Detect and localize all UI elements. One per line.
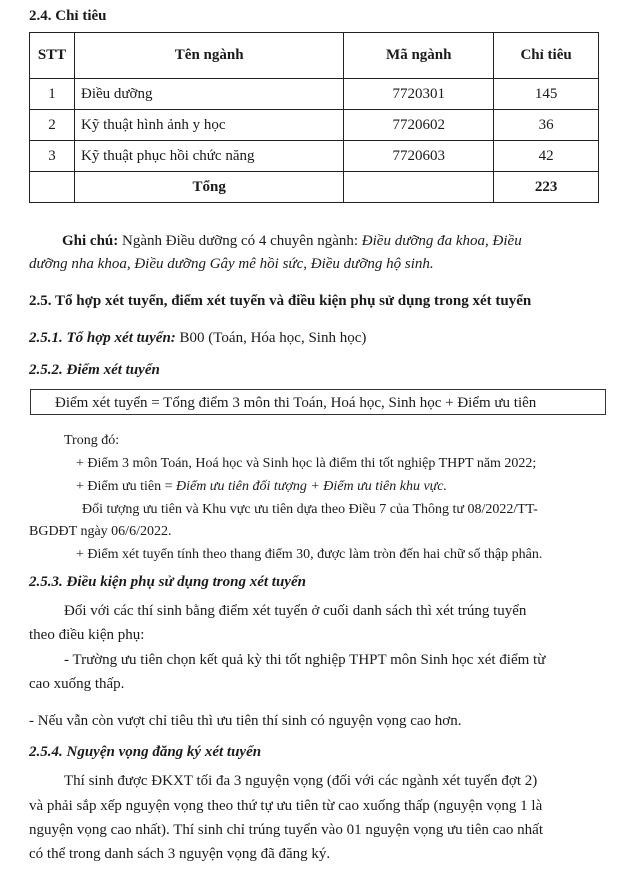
cell-code: 7720301 bbox=[344, 79, 494, 110]
cond-line-1: Đối với các thí sinh bằng điểm xét tuyển ở cuối danh sách thì xét trúng tuyển bbox=[64, 603, 527, 619]
cell-stt: 2 bbox=[30, 110, 75, 141]
header-name: Tên ngành bbox=[74, 33, 343, 79]
para-line-2: BGDĐT ngày 06/6/2022. bbox=[29, 524, 172, 539]
cond-line-2: theo điều kiện phụ: bbox=[29, 627, 145, 643]
cell-quota: 36 bbox=[494, 110, 599, 141]
table-row bbox=[30, 79, 599, 110]
section-2-5-1 bbox=[29, 330, 366, 347]
note-italic-1: Điều dưỡng đa khoa, Điều bbox=[361, 233, 522, 249]
cell-stt: 3 bbox=[30, 141, 75, 172]
cell-quota: 42 bbox=[494, 141, 599, 172]
cell-stt: 1 bbox=[30, 79, 75, 110]
bullet-2-italic: Điểm ưu tiên đối tượng + Điểm ưu tiên khu vực. bbox=[175, 479, 448, 494]
header-quota: Chỉ tiêu bbox=[494, 33, 599, 79]
quota-table bbox=[29, 32, 599, 203]
section-title-2-5-2: 2.5.2. Điểm xét tuyển bbox=[29, 362, 160, 378]
table-total-row bbox=[30, 172, 599, 203]
wish-line-2: và phải sắp xếp nguyện vọng theo thứ tự ưu tiên từ cao xuống thấp (nguyện vọng 1 là bbox=[29, 798, 543, 814]
cell-name: Kỹ thuật hình ảnh y học bbox=[74, 110, 343, 141]
formula-text: Điểm xét tuyển = Tổng điểm 3 môn thi Toán, Hoá học, Sinh học + Điểm ưu tiên bbox=[55, 395, 537, 411]
formula-box bbox=[30, 389, 606, 415]
cond-line-5: - Nếu vẫn còn vượt chỉ tiêu thì ưu tiên thí sinh có nguyện vọng cao hơn. bbox=[29, 713, 462, 729]
total-value: 223 bbox=[494, 172, 599, 203]
table-row bbox=[30, 110, 599, 141]
header-code: Mã ngành bbox=[344, 33, 494, 79]
trong-do: Trong đó: bbox=[64, 433, 120, 448]
cell-empty bbox=[30, 172, 75, 203]
section-title-2-5-4: 2.5.4. Nguyện vọng đăng ký xét tuyển bbox=[29, 744, 262, 760]
cond-line-3: - Trường ưu tiên chọn kết quả kỳ thi tốt nghiệp THPT môn Sinh học xét điểm từ bbox=[64, 652, 546, 668]
cell-empty bbox=[344, 172, 494, 203]
header-stt: STT bbox=[30, 33, 75, 79]
wish-line-1: Thí sinh được ĐKXT tối đa 3 nguyện vọng (đối với các ngành xét tuyển đợt 2) bbox=[64, 773, 538, 789]
bullet-2 bbox=[76, 479, 447, 495]
para-line-1: Đối tượng ưu tiên và Khu vực ưu tiên dựa theo Điều 7 của Thông tư 08/2022/TT- bbox=[82, 502, 538, 517]
cell-quota: 145 bbox=[494, 79, 599, 110]
wish-line-4: có thể trong danh sách 3 nguyện vọng đã đăng ký. bbox=[29, 846, 331, 862]
cell-code: 7720602 bbox=[344, 110, 494, 141]
section-title-2-5: 2.5. Tổ hợp xét tuyển, điểm xét tuyển và điều kiện phụ sử dụng trong xét tuyển bbox=[29, 293, 532, 309]
section-2-5-1-value: B00 (Toán, Hóa học, Sinh học) bbox=[175, 330, 367, 346]
section-2-5-1-label: 2.5.1. Tổ hợp xét tuyển: bbox=[29, 330, 176, 346]
cell-name: Kỹ thuật phục hồi chức năng bbox=[74, 141, 343, 172]
total-label: Tổng bbox=[74, 172, 343, 203]
cell-code: 7720603 bbox=[344, 141, 494, 172]
note-line-1 bbox=[62, 233, 522, 250]
section-title-2-4: 2.4. Chỉ tiêu bbox=[29, 8, 107, 24]
table-header-row bbox=[30, 33, 599, 79]
wish-line-3: nguyện vọng cao nhất). Thí sinh chỉ trúng tuyển vào 01 nguyện vọng ưu tiên cao nhất bbox=[29, 822, 543, 838]
bullet-2-prefix: + Điểm ưu tiên = bbox=[76, 479, 176, 494]
note-text: Ngành Điều dưỡng có 4 chuyên ngành: bbox=[118, 233, 362, 249]
note-line-2: dưỡng nha khoa, Điều dưỡng Gây mê hồi sức, Điều dưỡng hộ sinh. bbox=[29, 256, 434, 272]
table-row bbox=[30, 141, 599, 172]
bullet-3: + Điểm xét tuyển tính theo thang điểm 30, được làm tròn đến hai chữ số thập phân. bbox=[76, 547, 543, 562]
cond-line-4: cao xuống thấp. bbox=[29, 676, 125, 692]
section-title-2-5-3: 2.5.3. Điều kiện phụ sử dụng trong xét tuyển bbox=[29, 574, 306, 590]
cell-name: Điều dưỡng bbox=[74, 79, 343, 110]
bullet-1: + Điểm 3 môn Toán, Hoá học và Sinh học là điểm thi tốt nghiệp THPT năm 2022; bbox=[76, 456, 537, 471]
note-label: Ghi chú: bbox=[62, 233, 119, 249]
